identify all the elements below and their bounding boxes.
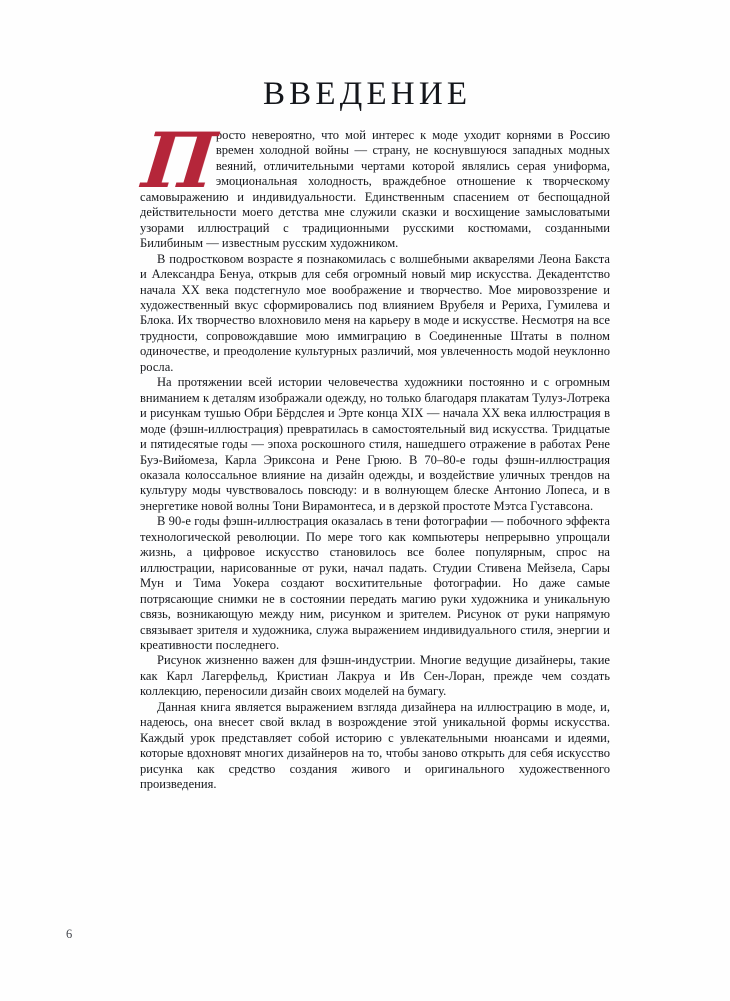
body-text-column: [138, 116, 610, 792]
paragraph-2: [140, 252, 610, 376]
paragraph-3: [140, 375, 610, 514]
paragraph-5: [140, 653, 610, 699]
paragraph-3-text: На протяжении всей истории человечества художники постоянно и с огромным вниманием к деталям изображали одежду, но только благодаря плакатам Тулуз-Лотрека и рисункам тушью Обри Бёрдслея и Эрте конца XIX — начала XX века иллюстрация в моде (фэшн-иллюстрация) превратилась в самостоятельный вид искусства. Тридцатые и пятидесятые годы — эпоха роскошного стиля, нашедшего отражение в работах Рене Буэ-Вийомеза, Карла Эриксона и Рене Грюю. В 70–80-е годы фэшн-иллюстрация оказала колоссальное влияние на дизайн одежды, и воздействие уличных трендов на культуру моды чувствовалось повсюду: и в волнующем блеске Антонио Лопеса, и в энергетике новой волны Тони Вирамонтеса, и в дерзкой простоте Мэтса Густавсона.: [140, 375, 610, 513]
paragraph-6-text: Данная книга является выражением взгляда дизайнера на иллюстрацию в моде, и, надеюсь, она внесет свой вклад в возрождение этой уникальной формы искусства. Каждый урок представляет собой историю с увлекательными нюансами и идеями, которые вдохновят многих дизайнеров на то, чтобы заново открыть для себя искусство рисунка как средство создания живого и оригинального художественного произведения.: [140, 699, 610, 792]
page-number: 6: [66, 927, 73, 941]
paragraph-4-text: В 90-е годы фэшн-иллюстрация оказалась в тени фотографии — побочного эффекта технологической революции. По мере того как компьютеры непрерывно упрощали жизнь, а цифровое искусство становилось все более популярным, спрос на иллюстрации, нарисованные от руки, начал падать. Студии Стивена Мейзела, Сары Мун и Тима Уокера создают восхитительные фотографии. Но даже самые потрясающие снимки не в состоянии передать магию руки художника и уникальную связь, возникающую между ним, рисунком и зрителем. Рисунок от руки напрямую связывает зрителя и художника, служа выражением индивидуального стиля, энергии и креативности последнего.: [140, 514, 610, 652]
paragraph-6: [140, 700, 610, 793]
paragraph-4: [140, 514, 610, 653]
paragraph-1: [138, 116, 610, 252]
page-title: ВВЕДЕНИЕ: [262, 76, 472, 113]
paragraph-2-text: В подростковом возрасте я познакомилась с волшебными акварелями Леона Бакста и Александра Бенуа, открыв для себя огромный новый мир искусства. Декадентство начала XX века подстегнуло мое воображение и творчество. Мое мировоззрение и художественный вкус сформировались под влиянием Врубеля и Рериха, Гумилева и Блока. Их творчество влохновило меня на карьеру в моде и искусстве. Несмотря на все трудности, сопровождавшие мою иммиграцию в Соединенные Штаты в полном одиночестве, и преодоление культурных различий, моя увлеченность модой неуклонно росла.: [140, 251, 610, 374]
paragraph-1-text: росто невероятно, что мой интерес к моде уходит корнями в Россию времен холодной войны — страну, не коснувшуюся западных модных веяний, отличительными чертами которой являлись серая униформа, эмоциональная холодность, враждебное отношение к творческому самовыражению и индивидуальности. Единственным спасением от беспощадной действительности моего детства мне служили сказки и восхищение замысловатыми узорами иллюстраций с традиционными русскими костюмами, созданными Билибиным — известным русским художником.: [140, 128, 610, 251]
paragraph-5-text: Рисунок жизненно важен для фэшн-индустрии. Многие ведущие дизайнеры, такие как Карл Лагерфельд, Кристиан Лакруа и Ив Сен-Лоран, прежде чем создать коллекцию, переносили дизайн своих моделей на бумагу.: [140, 653, 610, 699]
drop-cap-letter: П: [138, 116, 219, 205]
